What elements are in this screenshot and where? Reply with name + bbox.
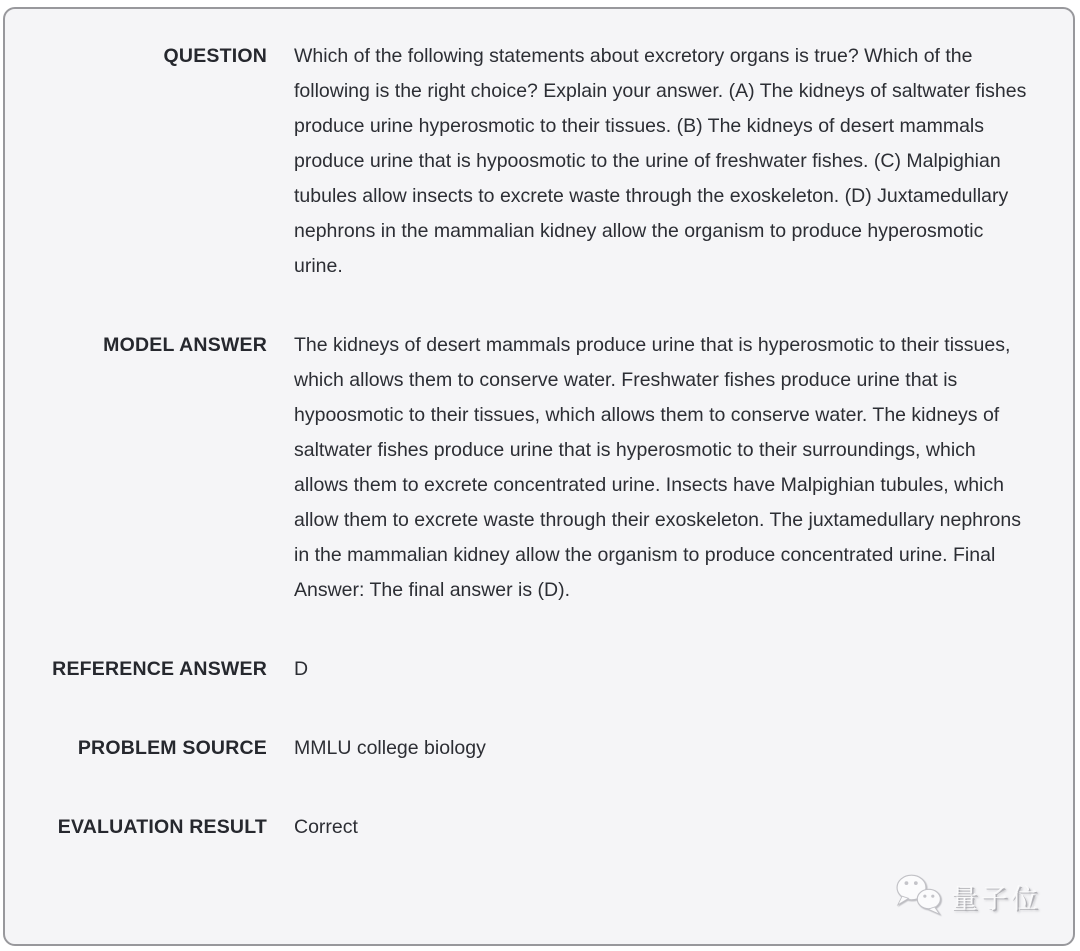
problem-source-label: PROBLEM SOURCE: [77, 737, 267, 759]
evaluation-result-value: Correct: [294, 816, 358, 838]
model-answer-label: MODEL ANSWER: [103, 334, 267, 356]
qbitai-watermark: [892, 869, 1041, 924]
evaluation-record-card: [3, 7, 1075, 946]
evaluation-result-label: EVALUATION RESULT: [57, 816, 267, 838]
question-value: Which of the following statements about excretory organs is true? Which of the following is the right choice? Explain your answer. (A) The kidneys of saltwater fishes produce urine hyperosmotic to their tissues. (B) The kidneys of desert mammals produce urine that is hypoosmotic to the urine of freshwater fishes. (C) Malpighian tubules allow insects to excrete waste through the exoskeleton. (D) Juxtamedullary nephrons in the mammalian kidney allow the organism to produce hyperosmotic urine.: [294, 45, 1027, 277]
brand-text: 量子位: [951, 884, 1041, 914]
record-rows: [45, 39, 1031, 845]
reference-answer-value: D: [294, 658, 309, 680]
model-answer-value: The kidneys of desert mammals produce urine that is hyperosmotic to their tissues, which allows them to conserve water. Freshwater fishes produce urine that is hypoosmotic to their tissues, which allows them to conserve water. The kidneys of saltwater fishes produce urine that is hyperosmotic to their surroundings, which allows them to excrete concentrated urine. Insects have Malpighian tubules, which allow them to excrete waste through their exoskeleton. The juxtamedullary nephrons in the mammalian kidney allow the organism to produce concentrated urine. Final Answer: The final answer is (D).: [294, 334, 1021, 601]
reference-answer-label: REFERENCE ANSWER: [52, 658, 267, 680]
problem-source-value: MMLU college biology: [294, 737, 486, 759]
wechat-icon: [892, 869, 944, 924]
question-label: QUESTION: [163, 45, 267, 67]
